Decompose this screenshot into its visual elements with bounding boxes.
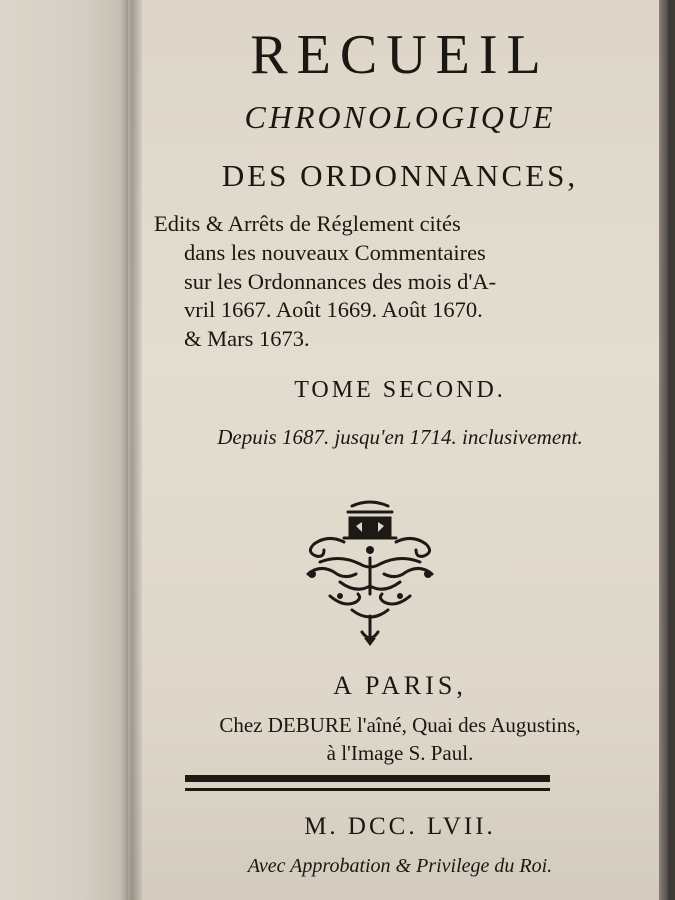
- publisher-line-2: à l'Image S. Paul.: [326, 741, 474, 765]
- publication-year: M. DCC. LVII.: [304, 813, 496, 840]
- double-rule-thin: [185, 788, 550, 791]
- period-label: Depuis 1687. jusqu'en 1714. inclusivement.: [217, 425, 583, 449]
- description-line: & Mars 1673.: [184, 326, 310, 352]
- double-rule-thick: [185, 775, 550, 782]
- description-line: sur les Ordonnances des mois d'A-: [184, 268, 497, 294]
- page-edge: [659, 0, 668, 900]
- description: [154, 210, 604, 354]
- imprint-place: A PARIS,: [333, 671, 467, 700]
- book-gutter: [120, 0, 142, 900]
- royal-privilege: Avec Approbation & Privilege du Roi.: [247, 855, 553, 877]
- description-line: dans les nouveaux Commentaires: [184, 239, 486, 265]
- book-subtitle-2: DES ORDONNANCES,: [221, 158, 579, 193]
- fleuron-icon: [300, 498, 440, 646]
- left-page: [0, 0, 140, 900]
- description-line: vril 1667. Août 1669. Août 1670.: [184, 297, 483, 323]
- volume-label: TOME SECOND.: [294, 377, 506, 403]
- book-title: RECUEIL: [250, 24, 550, 86]
- title-page-text: [140, 0, 660, 900]
- book-subtitle: CHRONOLOGIQUE: [244, 99, 556, 135]
- description-line: Edits & Arrêts de Réglement cités: [154, 211, 461, 236]
- publisher-line-1: Chez DEBURE l'aîné, Quai des Augustins,: [219, 713, 581, 737]
